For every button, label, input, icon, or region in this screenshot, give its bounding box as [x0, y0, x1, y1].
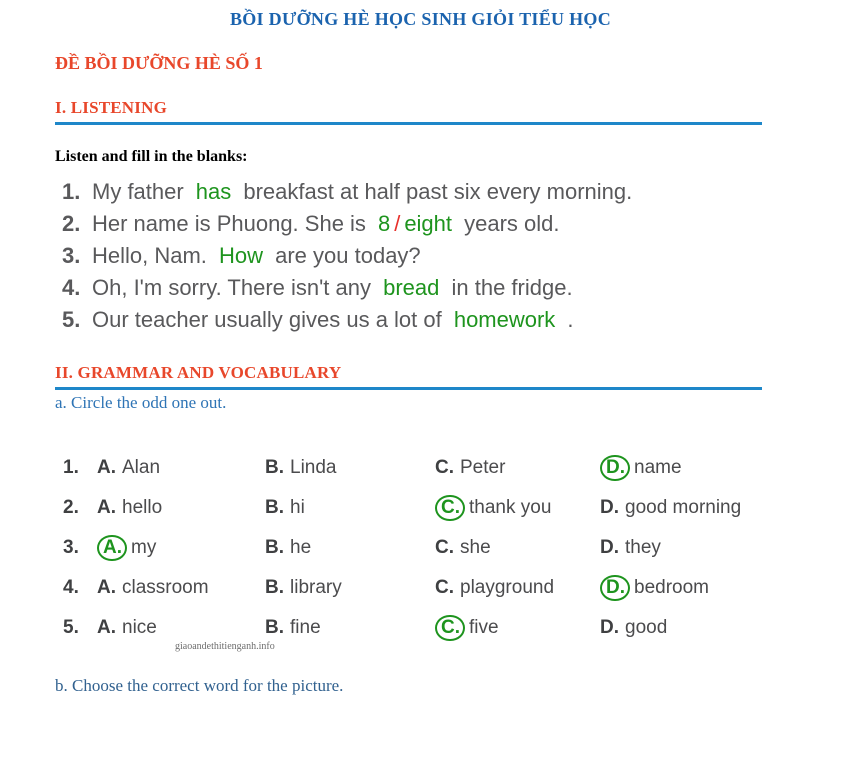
option-letter: C. [435, 577, 454, 598]
mc-option [97, 617, 265, 639]
mc-row-number: 1. [63, 457, 79, 478]
page-title: BỒI DƯỠNG HÈ HỌC SINH GIỎI TIỂU HỌC [229, 9, 612, 29]
option-letter: D. [600, 455, 630, 482]
section-listening-heading: I. LISTENING [55, 98, 167, 117]
option-text: playground [460, 577, 555, 598]
listening-item-number: 2. [62, 211, 81, 236]
listening-item-text: . [567, 307, 574, 332]
listening-item-number: 3. [62, 243, 81, 268]
option-letter: C. [435, 615, 465, 642]
option-letter: A. [97, 497, 116, 518]
option-text: she [460, 537, 491, 558]
option-letter: B. [265, 577, 284, 598]
mc-option [600, 537, 786, 559]
option-text: hi [290, 497, 305, 518]
answer-blank: 8 [378, 211, 391, 236]
listening-item-text: Oh, I'm sorry. There isn't any [92, 275, 372, 300]
mc-row-number: 5. [63, 617, 79, 638]
mc-option [97, 535, 265, 562]
listening-item-number: 4. [62, 275, 81, 300]
listening-item-text: Her name is Phuong. She is [92, 211, 366, 236]
option-letter: A. [97, 535, 127, 562]
listening-item-text: breakfast at half past six every morning. [243, 179, 633, 204]
listening-item [55, 272, 786, 304]
option-text: Peter [460, 457, 506, 478]
mc-row-number: 3. [63, 537, 79, 558]
option-text: he [290, 537, 312, 558]
mc-option [265, 497, 435, 519]
listening-item [55, 304, 786, 336]
section-divider [55, 122, 762, 125]
section-grammar-heading: II. GRAMMAR AND VOCABULARY [55, 363, 342, 382]
part-a-label: a. Circle the odd one out. [55, 393, 227, 412]
option-letter: B. [265, 617, 284, 638]
mc-row [63, 528, 786, 568]
option-text: nice [122, 617, 157, 638]
option-letter: B. [265, 457, 284, 478]
mc-option [600, 575, 786, 602]
option-letter: B. [265, 537, 284, 558]
watermark: giaoandethitienganh.info [175, 641, 275, 652]
option-text: Alan [122, 457, 161, 478]
option-text: library [290, 577, 342, 598]
odd-one-out-grid [63, 448, 786, 648]
option-text: they [625, 537, 661, 558]
mc-option [600, 455, 786, 482]
option-letter: D. [600, 617, 619, 638]
listening-item [55, 240, 786, 272]
listening-item-text: in the fridge. [451, 275, 573, 300]
option-text: good morning [625, 497, 742, 518]
exam-title: ĐỀ BỒI DƯỠNG HÈ SỐ 1 [55, 53, 263, 73]
mc-option [435, 577, 600, 599]
option-letter: C. [435, 537, 454, 558]
mc-option [600, 617, 786, 639]
option-text: five [469, 616, 499, 638]
mc-option [265, 577, 435, 599]
mc-row [63, 488, 786, 528]
option-letter: A. [97, 577, 116, 598]
mc-option [600, 497, 786, 519]
option-letter: C. [435, 457, 454, 478]
option-text: classroom [122, 577, 209, 598]
answer-blank: eight [404, 211, 453, 236]
section-divider [55, 387, 762, 390]
answer-blank: bread [383, 275, 440, 300]
option-letter: B. [265, 497, 284, 518]
listening-list [55, 176, 786, 336]
option-letter: D. [600, 537, 619, 558]
listening-item [55, 176, 786, 208]
part-b-label: b. Choose the correct word for the picture. [55, 676, 344, 695]
mc-option [97, 457, 265, 479]
mc-option [265, 537, 435, 559]
mc-row-number: 4. [63, 577, 79, 598]
option-text: good [625, 617, 668, 638]
option-text: fine [290, 617, 321, 638]
option-letter: D. [600, 497, 619, 518]
option-letter: C. [435, 495, 465, 522]
option-text: name [634, 456, 682, 478]
answer-blank: homework [453, 307, 556, 332]
answer-slash: / [394, 211, 401, 236]
mc-option [435, 457, 600, 479]
listening-item-number: 1. [62, 179, 81, 204]
listening-item-text: are you today? [275, 243, 421, 268]
mc-row [63, 568, 786, 608]
mc-row-number: 2. [63, 497, 79, 518]
option-text: hello [122, 497, 163, 518]
listening-instruction: Listen and fill in the blanks: [55, 148, 248, 165]
option-text: my [131, 536, 157, 558]
answer-blank: How [219, 243, 264, 268]
listening-item-text: years old. [464, 211, 560, 236]
option-letter: A. [97, 617, 116, 638]
answer-blank: has [195, 179, 232, 204]
option-letter: D. [600, 575, 630, 602]
mc-option [265, 457, 435, 479]
option-text: bedroom [634, 576, 709, 598]
mc-option [435, 537, 600, 559]
listening-item [55, 208, 786, 240]
mc-option [97, 577, 265, 599]
listening-item-text: My father [92, 179, 184, 204]
listening-item-text: Hello, Nam. [92, 243, 207, 268]
mc-option [97, 497, 265, 519]
listening-item-text: Our teacher usually gives us a lot of [92, 307, 442, 332]
mc-option [435, 495, 600, 522]
mc-row [63, 448, 786, 488]
option-text: Linda [290, 457, 337, 478]
mc-option [435, 615, 600, 642]
option-text: thank you [469, 496, 552, 518]
mc-option [265, 617, 435, 639]
option-letter: A. [97, 457, 116, 478]
listening-item-number: 5. [62, 307, 81, 332]
